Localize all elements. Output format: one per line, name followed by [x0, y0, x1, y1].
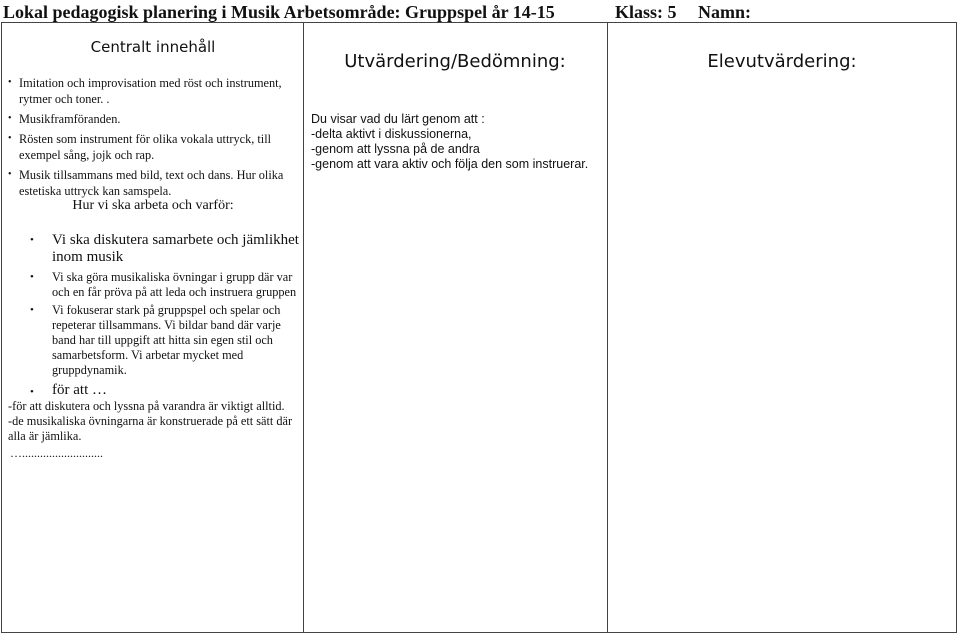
- column-divider: [607, 22, 608, 633]
- assessment-heading: Utvärdering/Bedömning:: [344, 51, 566, 72]
- list-item: • Vi ska diskutera samarbete och jämlikhet inom musik: [30, 232, 302, 266]
- assessment-line: -delta aktivt i diskussionerna,: [311, 127, 472, 141]
- work-method-list: [30, 232, 302, 381]
- purpose-label: för att …: [52, 382, 107, 398]
- central-content-heading: Centralt innehåll: [90, 38, 216, 56]
- list-item: • Musik tillsammans med bild, text och dans. Hur olika estetiska uttryck kan samspela.: [8, 167, 300, 199]
- list-item: • Rösten som instrument för olika vokala uttryck, till exempel sång, jojk och rap.: [8, 131, 300, 163]
- list-item: • Vi fokuserar stark på gruppspel och spelar och repeterar tillsammans. Vi bildar band där varje band har till uppgift att hitta sin egen stil och samarbetsform. Vi arbetar mycket med gruppdynamik.: [30, 303, 302, 378]
- purpose-line: -för att diskutera och lyssna på varandra är viktigt alltid.: [8, 399, 285, 413]
- purpose-line: -de musikaliska övningarna är konstruerade på ett sätt där alla är jämlika.: [8, 414, 293, 443]
- list-item: • Vi ska göra musikaliska övningar i grupp där var och en får pröva på att leda och instruera gruppen: [30, 270, 302, 300]
- dotted-line: …...........................: [10, 446, 103, 460]
- bullet-icon: •: [30, 386, 34, 398]
- assessment-line: Du visar vad du lärt genom att :: [311, 112, 485, 126]
- assessment-text: [311, 112, 603, 172]
- central-content-list: [8, 75, 300, 203]
- page-title: [3, 0, 953, 24]
- assessment-line: -genom att vara aktiv och följa den som instruerar.: [311, 157, 589, 171]
- work-method-heading: Hur vi ska arbeta och varför:: [72, 198, 234, 213]
- list-item: • Musikframföranden.: [8, 111, 300, 127]
- name-label: Namn:: [698, 2, 751, 22]
- student-evaluation-heading: Elevutvärdering:: [707, 51, 857, 72]
- purpose-heading: [30, 381, 107, 401]
- column-divider: [303, 22, 304, 633]
- purpose-text: [8, 399, 300, 444]
- assessment-line: -genom att lyssna på de andra: [311, 142, 480, 156]
- class-label: Klass: 5: [615, 2, 677, 22]
- document-title: Lokal pedagogisk planering i Musik Arbetsområde: Gruppspel år 14-15: [3, 2, 555, 22]
- list-item: • Imitation och improvisation med röst och instrument, rytmer och toner. .: [8, 75, 300, 107]
